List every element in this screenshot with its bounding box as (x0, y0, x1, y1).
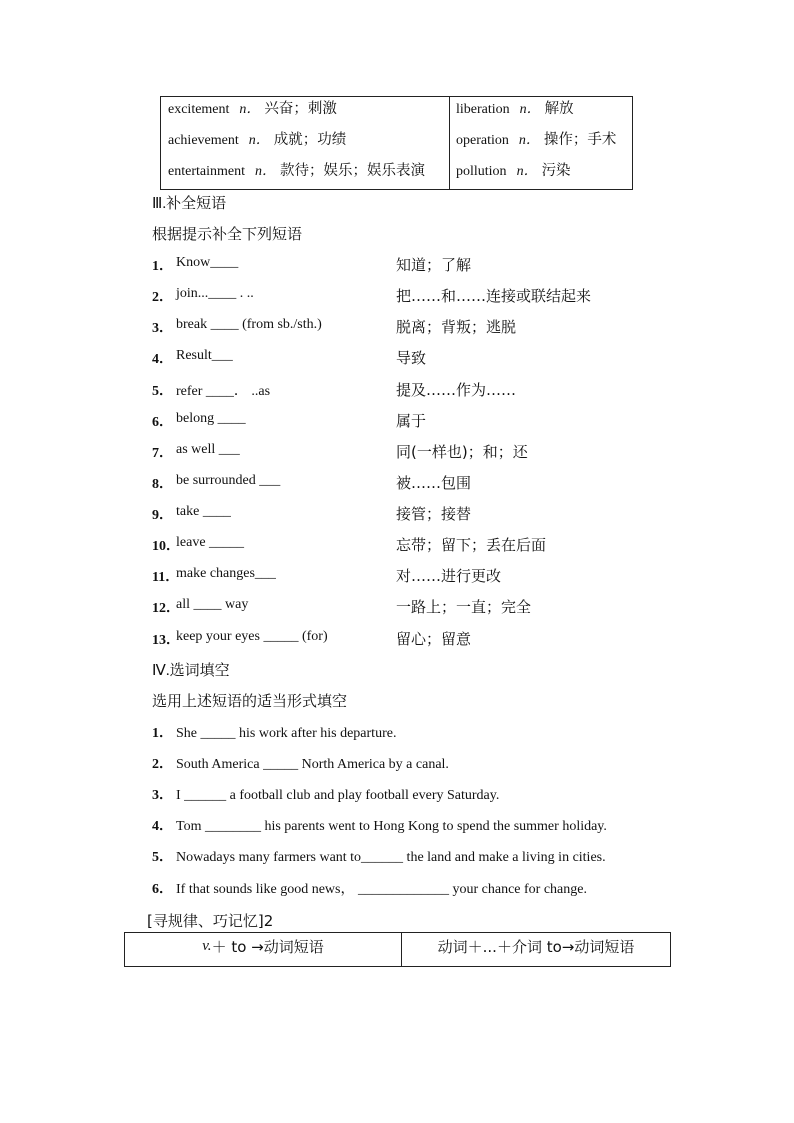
item-number: 6． (152, 415, 173, 430)
phrase-chinese: 知道；了解 (396, 256, 472, 274)
phrase-item (152, 473, 712, 497)
phrase-chinese: 对……进行更改 (396, 567, 502, 585)
phrase-chinese: 同(一样也)；和；还 (396, 443, 528, 461)
phrase-english: take ____ (176, 504, 231, 519)
vocab-entry (456, 160, 632, 191)
rule-table (124, 932, 671, 967)
part-of-speech: n． (254, 164, 276, 179)
sentence-text: Tom ________ his parents went to Hong Kong to spend the summer holiday. (176, 819, 607, 834)
vocab-entry (168, 129, 449, 160)
fill-blank-item (152, 722, 396, 742)
phrase-chinese: 把……和……连接或联结起来 (396, 287, 592, 305)
phrase-item (152, 255, 712, 279)
phrase-item (152, 566, 712, 590)
phrase-english: Result___ (176, 348, 233, 363)
phrase-chinese: 导致 (396, 349, 427, 367)
vocab-meaning: 兴奋；刺激 (264, 101, 337, 117)
phrase-english: break ____ (from sb./sth.) (176, 317, 322, 332)
vocab-entry (456, 129, 632, 160)
phrase-english: leave _____ (176, 535, 245, 550)
phrase-english: as well ___ (176, 442, 240, 457)
fill-blank-item (152, 784, 499, 804)
item-number: 2． (152, 290, 173, 305)
phrase-english: be surrounded ___ (176, 473, 281, 488)
section-4-heading (152, 659, 230, 680)
section-title: 选词填空 (169, 661, 230, 679)
section-number: Ⅲ. (152, 196, 167, 212)
item-number: 3． (152, 321, 173, 336)
phrase-english: join...____ . .. (176, 286, 254, 301)
vocab-entry (456, 98, 632, 129)
rule-text: ＋ to →动词短语 (211, 938, 324, 956)
part-of-speech: n． (518, 133, 540, 148)
section-3-instruction: 根据提示补全下列短语 (152, 225, 303, 243)
sentence-text: Nowadays many farmers want to______ the land and make a living in cities. (176, 850, 606, 865)
vocab-word: pollution (456, 164, 507, 179)
item-number: 6． (152, 882, 173, 897)
phrase-english: make changes___ (176, 566, 276, 581)
item-number: 11． (152, 570, 180, 585)
phrase-english: refer ____． ..as (176, 384, 271, 399)
memory-tip-label: [寻规律、巧记忆]2 (147, 912, 274, 930)
phrase-item (152, 504, 712, 528)
sentence-text: If that sounds like good news， _____________ your chance for change. (176, 882, 587, 897)
phrase-chinese: 接管；接替 (396, 505, 472, 523)
phrase-chinese: 被……包围 (396, 474, 472, 492)
phrase-chinese: 提及……作为…… (396, 381, 517, 399)
phrase-chinese: 忘带；留下；丢在后面 (396, 536, 547, 554)
vocab-meaning: 操作；手术 (543, 132, 617, 148)
item-number: 2． (152, 757, 173, 772)
item-number: 1． (152, 726, 173, 741)
vocab-word: excitement (168, 102, 230, 117)
phrase-english: belong ____ (176, 411, 246, 426)
part-of-speech: n． (248, 133, 270, 148)
vocabulary-column-right (450, 97, 632, 189)
vocab-meaning: 解放 (544, 101, 574, 117)
vocab-word: operation (456, 133, 509, 148)
item-number: 5． (152, 384, 173, 399)
phrase-item (152, 597, 712, 621)
vocab-word: entertainment (168, 164, 245, 179)
item-number: 12． (152, 601, 180, 616)
fill-blank-item (152, 753, 449, 773)
item-number: 7． (152, 446, 173, 461)
rule-cell-verb-prep-to: 动词＋...＋介词 to→动词短语 (437, 938, 635, 956)
phrase-chinese: 脱离；背叛；逃脱 (396, 318, 517, 336)
sentence-text: South America _____ North America by a canal. (176, 757, 449, 772)
section-title: 补全短语 (166, 194, 227, 212)
sentence-text: She _____ his work after his departure. (176, 726, 397, 741)
vocab-word: achievement (168, 133, 239, 148)
fill-blank-item (152, 815, 607, 835)
item-number: 10． (152, 539, 180, 554)
phrase-item (152, 317, 712, 341)
phrase-english: keep your eyes _____ (for) (176, 629, 328, 644)
item-number: 5． (152, 850, 173, 865)
part-of-speech: n． (239, 102, 261, 117)
vocab-meaning: 款待；娱乐；娱乐表演 (279, 163, 425, 179)
sentence-text: I ______ a football club and play football every Saturday. (176, 788, 500, 803)
phrase-item (152, 411, 712, 435)
item-number: 1． (152, 259, 173, 274)
item-number: 4． (152, 819, 173, 834)
part-of-speech: n． (516, 164, 538, 179)
vocabulary-column-left (161, 97, 450, 189)
phrase-item (152, 286, 712, 310)
item-number: 3． (152, 788, 173, 803)
rule-cell-verb-to (125, 933, 402, 966)
vocab-meaning: 成就；功绩 (273, 132, 347, 148)
phrase-chinese: 属于 (396, 412, 427, 430)
vocab-entry (168, 98, 449, 129)
phrase-item (152, 442, 712, 466)
phrase-item (152, 535, 712, 559)
fill-blank-item (152, 846, 606, 866)
verb-abbrev: v. (202, 938, 212, 954)
fill-blank-item (152, 878, 587, 898)
phrase-english: all ____ way (176, 597, 249, 612)
phrase-english: Know____ (176, 255, 239, 270)
vocab-word: liberation (456, 102, 510, 117)
phrase-item (152, 629, 712, 653)
item-number: 13． (152, 633, 180, 648)
vocab-entry (168, 160, 449, 191)
section-3-heading (152, 192, 226, 213)
phrase-item (152, 348, 712, 372)
item-number: 9． (152, 508, 173, 523)
section-4-instruction: 选用上述短语的适当形式填空 (152, 692, 348, 710)
part-of-speech: n． (519, 102, 541, 117)
vocab-meaning: 污染 (541, 163, 571, 179)
phrase-chinese: 一路上；一直；完全 (396, 598, 532, 616)
item-number: 4． (152, 352, 173, 367)
vocabulary-table (160, 96, 633, 190)
item-number: 8． (152, 477, 173, 492)
phrase-chinese: 留心；留意 (396, 630, 472, 648)
phrase-item (152, 380, 712, 404)
section-number: Ⅳ. (152, 663, 170, 679)
